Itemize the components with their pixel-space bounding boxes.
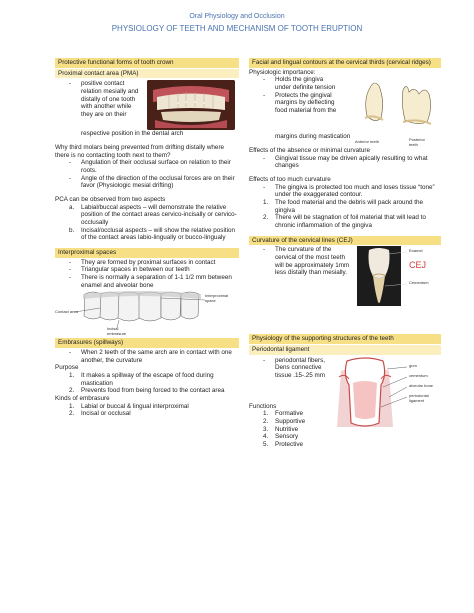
contact-area-label: Contact area (55, 309, 78, 315)
too-much-numbered (249, 199, 441, 230)
list-item: - Holds the gingiva under definite tension (249, 76, 339, 91)
anterior-teeth-label: Anterior teeth (355, 139, 380, 145)
list-item: 2. Prevents food from being forced to the contact area (69, 387, 225, 395)
periodontal-ligament-label: periodontal ligament (409, 392, 429, 403)
pca-list (55, 204, 239, 242)
left-column (55, 58, 239, 418)
list-item: 1. Formative (263, 410, 303, 418)
section-heading-supporting-structures: Physiology of the supporting structures of the teeth (249, 334, 441, 344)
list-item: - The curvature of the cervical of the most teeth will be approximately 1mm less distally than mesially. (249, 246, 351, 277)
section-heading-embrasures: Embrasures (spillways) (55, 338, 239, 348)
third-molar-question: Why third molars being prevented from drifting distally where there is no contacting tooth next to them? (55, 144, 225, 159)
list-item: 3. Nutritive (263, 425, 299, 433)
list-item: - Angulation of their occlusal surface on relation to their roots. (55, 159, 239, 174)
cervical-contours-block (249, 76, 441, 154)
posterior-teeth-label: Posterior teeth (409, 137, 426, 148)
interproximal-list (55, 259, 239, 290)
absence-heading: Effects of the absence or minimal curvature (249, 147, 370, 155)
pca-intro: PCA can be observed from two aspects (55, 196, 166, 204)
list-item: 2. Incisal or occlusal (69, 410, 131, 418)
kinds-list (55, 403, 239, 418)
list-item: - Angle of the direction of the occlusal forces are on their favor (Physiologic mesial drifting) (55, 175, 239, 190)
embrasure-list (55, 349, 239, 364)
kinds-heading: Kinds of embrasure (55, 395, 110, 403)
functions-list (249, 410, 441, 448)
list-item: 2. Supportive (263, 418, 306, 426)
list-item: - Triangular spaces in between our teeth (55, 266, 239, 274)
cementum-pdl-label: cementum (409, 372, 428, 378)
physiologic-list (249, 76, 339, 114)
subsection-heading-pdl: Periodontal ligament (249, 345, 441, 355)
tooth-contour-diagram (345, 76, 441, 146)
list-item: 1. Labial or buccal & lingual interproximal (69, 402, 189, 410)
pma-block (55, 80, 239, 130)
teeth-photo (147, 80, 235, 130)
functions-heading: Functions (249, 402, 277, 410)
section-heading-interproximal: Interproximal spaces (55, 248, 239, 258)
third-molar-list (55, 159, 239, 190)
gum-label: gum (409, 362, 417, 368)
interproximal-figure (55, 290, 239, 336)
enamel-label: Enamel (409, 248, 423, 254)
absence-list (249, 155, 441, 170)
section-heading-protective-forms: Protective functional forms of tooth crown (55, 58, 239, 68)
alveolar-bone-label: alveolar bone (409, 382, 434, 388)
list-item: - Protects the gingival margins by deflecting food material from the (249, 92, 339, 115)
too-much-list (249, 184, 441, 199)
page-header (0, 13, 474, 33)
cej-tooth-photo (357, 246, 437, 306)
list-item: a. Labial/buccal aspects – will demonstrate the relative position of the contact areas cervico-incisally or cervico-occlusally (69, 203, 237, 227)
physiologic-tail: margins during mastication (275, 133, 351, 141)
list-item: - They are formed by proximal surfaces in contact (55, 259, 239, 267)
contour-figure (345, 76, 441, 154)
right-column (249, 58, 441, 449)
incisal-embrasure-label: Incisal embrasure (107, 326, 127, 337)
purpose-list (55, 372, 239, 395)
list-item: 4. Sensory (263, 433, 299, 441)
subsection-heading-pma: Proximal contact area (PMA) (55, 69, 239, 79)
course-subtitle: Oral Physiology and Occlusion (189, 13, 285, 20)
list-item: - periodontal fibers, Dens connective tissue .15-.25 mm (249, 357, 329, 380)
list-item: - When 2 teeth of the same arch are in contact with one another, the curvature (55, 349, 239, 364)
list-item: b. Incisal/occlusal aspects – will show the relative position of the contact areas labio-lingually or bucco-lingualy (69, 226, 235, 242)
list-item: 1. It makes a spillway of the escape of food during mastication (69, 372, 214, 387)
cementum-label: Cementum (409, 280, 429, 286)
cej-label: CEJ (409, 260, 427, 271)
page-title: PHYSIOLOGY OF TEETH AND MECHANISM OF TOOTH ERUPTION (111, 23, 363, 33)
list-item: 2. There will be stagnation of foil material that will lead to chronic inflammation of the gingiva (263, 214, 426, 230)
interproximal-space-label: Interproximal space (205, 293, 229, 304)
list-item: - Gingival tissue may be driven apically resulting to what changes (249, 155, 441, 170)
cej-block (249, 246, 441, 306)
cej-list (249, 246, 351, 306)
pma-tail: respective position in the dental arch (81, 130, 184, 138)
teeth-illustration (147, 80, 235, 130)
list-item: 5. Protective (263, 441, 303, 449)
purpose-heading: Purpose (55, 364, 79, 372)
section-heading-cej: Curvature of the cervical lines (CEJ) (249, 236, 441, 246)
too-much-heading: Effects of too much curvature (249, 176, 331, 184)
section-heading-cervical-contours: Facial and lingual contours at the cervical thirds (cervical ridges) (249, 58, 441, 68)
list-item: - The gingiva is protected too much and loses tissue “tone” under the exaggerated contour. (249, 184, 441, 199)
cej-figure (357, 246, 437, 306)
physiologic-importance-heading: Physiologic importance: (249, 68, 316, 76)
list-item: 1. The food material and the debris will pack around the gingiva (263, 199, 424, 214)
list-item: - positive contact relation mesially and distally of one tooth with another while they are on their (55, 80, 141, 118)
pma-list (55, 80, 141, 130)
list-item: - There is normally a separation of 1-1 1/2 mm between enamel and alveolar bone (55, 274, 239, 289)
